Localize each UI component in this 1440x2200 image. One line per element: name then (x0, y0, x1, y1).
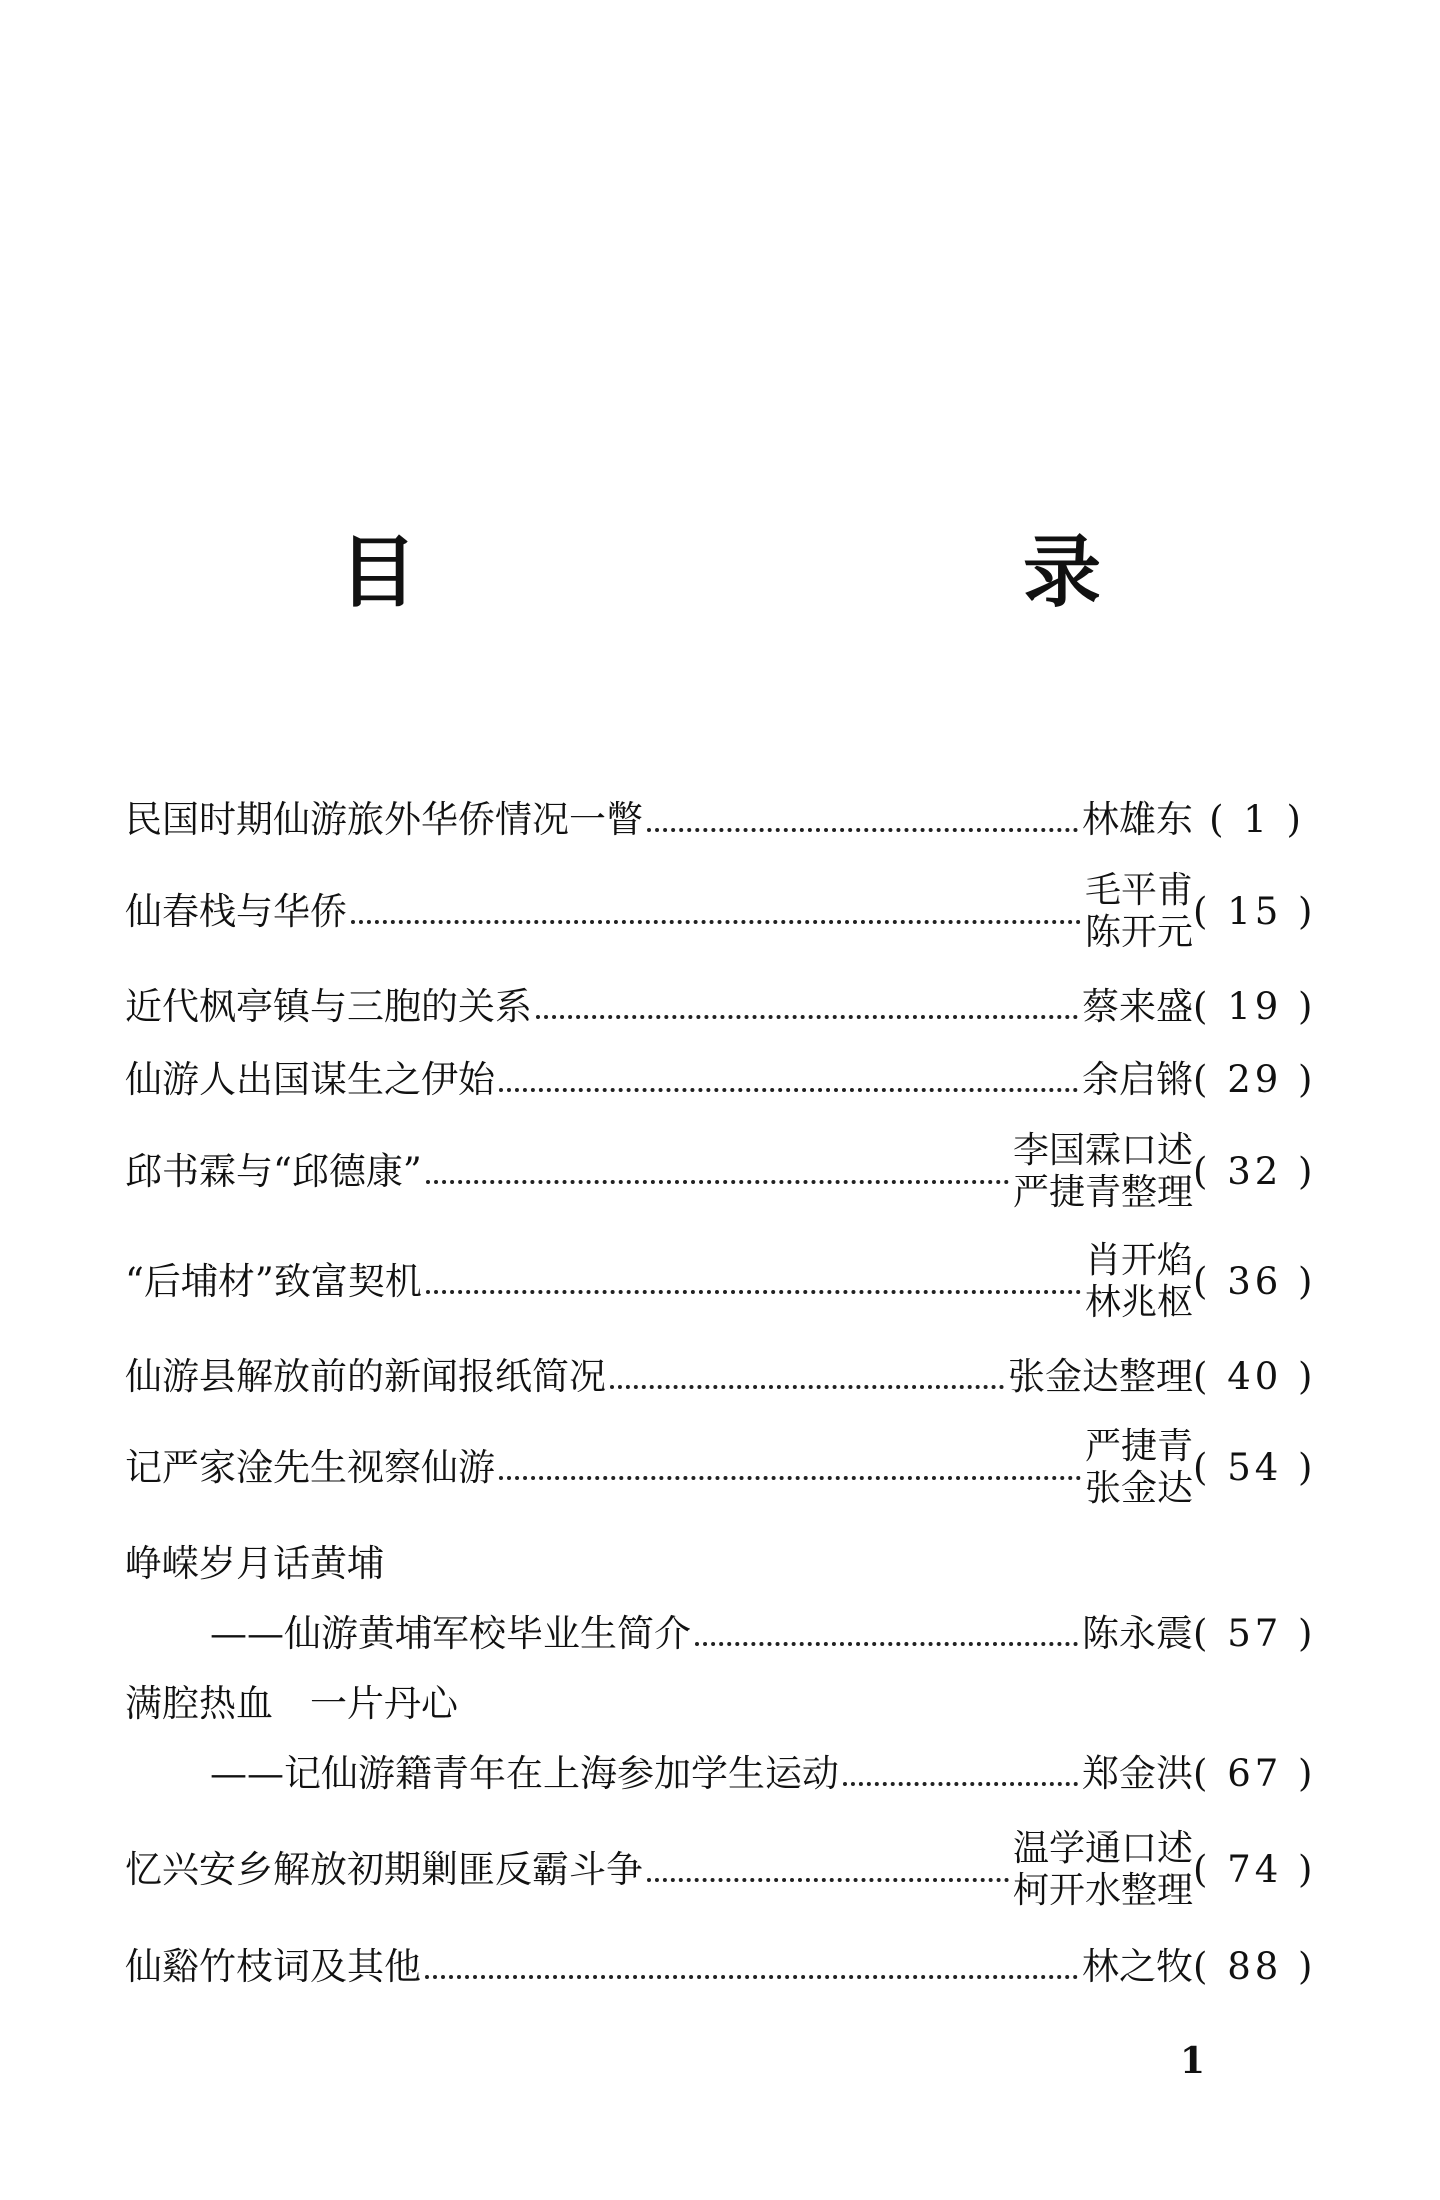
entry-author: 温学通口述 (1012, 1828, 1193, 1869)
entry-page: ( 88 ) (1193, 1945, 1317, 1988)
entry-page: ( 40 ) (1193, 1355, 1317, 1398)
entry-title: 仙游人出国谋生之伊始 (125, 1058, 495, 1101)
leader-dots (351, 920, 1081, 924)
entry-author: 林之牧 (1082, 1945, 1193, 1988)
entry-author: 李国霖口述 (1012, 1130, 1193, 1171)
leader-dots (499, 1088, 1078, 1092)
leader-dots (536, 1015, 1078, 1019)
toc-entry[interactable] (210, 1612, 1317, 1656)
entry-authors (1085, 870, 1193, 954)
toc-entry[interactable] (125, 1945, 1317, 1989)
entry-page: ( 1 ) (1209, 798, 1305, 841)
entry-author: 严捷青整理 (1012, 1172, 1193, 1213)
leader-dots (695, 1642, 1078, 1646)
entry-author: 陈开元 (1084, 912, 1193, 953)
entry-authors (1013, 1828, 1193, 1912)
page-title: 目 录 (338, 528, 1251, 618)
leader-dots (499, 1476, 1081, 1480)
toc-entry[interactable] (125, 1426, 1317, 1510)
entry-title: 民国时期仙游旅外华侨情况一瞥 (125, 798, 643, 841)
entry-page: ( 15 ) (1193, 890, 1317, 933)
entry-author: 张金达整理 (1008, 1355, 1193, 1398)
entry-title: 仙游县解放前的新闻报纸简况 (125, 1355, 606, 1398)
entry-author: 张金达 (1084, 1468, 1193, 1509)
entry-author: 林雄东 (1082, 798, 1193, 841)
entry-page: ( 36 ) (1193, 1260, 1317, 1303)
entry-author: 毛平甫 (1084, 870, 1193, 911)
entry-authors (1085, 1240, 1193, 1324)
leader-dots (843, 1782, 1078, 1786)
entry-page: ( 74 ) (1193, 1848, 1317, 1891)
entry-author: 郑金洪 (1082, 1752, 1193, 1795)
toc-entry[interactable] (125, 870, 1317, 954)
entry-subtitle: ——记仙游籍青年在上海参加学生运动 (210, 1752, 839, 1795)
leader-dots (426, 1290, 1081, 1294)
toc-entry[interactable] (125, 1130, 1317, 1214)
entry-author: 林兆枢 (1084, 1282, 1193, 1323)
toc-entry[interactable] (125, 798, 1305, 842)
entry-page: ( 57 ) (1193, 1612, 1317, 1655)
entry-page: ( 67 ) (1193, 1752, 1317, 1795)
toc-entry[interactable] (125, 1828, 1317, 1912)
entry-title: 记严家淦先生视察仙游 (125, 1446, 495, 1489)
entry-author: 严捷青 (1084, 1426, 1193, 1467)
entry-authors (1013, 1130, 1193, 1214)
toc-entry[interactable] (125, 1058, 1317, 1102)
leader-dots (425, 1975, 1078, 1979)
entry-author: 余启锵 (1082, 1058, 1193, 1101)
entry-title: 近代枫亭镇与三胞的关系 (125, 985, 532, 1028)
entry-page: ( 29 ) (1193, 1058, 1317, 1101)
entry-page: ( 19 ) (1193, 985, 1317, 1028)
leader-dots (610, 1385, 1004, 1389)
entry-heading: 峥嵘岁月话黄埔 (125, 1542, 384, 1585)
entry-subtitle: ——仙游黄埔军校毕业生简介 (210, 1612, 691, 1655)
entry-title: 仙春栈与华侨 (125, 890, 347, 933)
entry-page: ( 54 ) (1193, 1446, 1317, 1489)
entry-authors (1085, 1426, 1193, 1510)
entry-author: 肖开焰 (1084, 1240, 1193, 1281)
entry-author: 蔡来盛 (1082, 985, 1193, 1028)
leader-dots (426, 1180, 1009, 1184)
toc-entry[interactable] (125, 1240, 1317, 1324)
entry-title: 邱书霖与“邱德康” (125, 1150, 422, 1193)
entry-author: 陈永震 (1082, 1612, 1193, 1655)
leader-dots (647, 828, 1078, 832)
toc-entry[interactable] (125, 1355, 1317, 1399)
leader-dots (647, 1878, 1009, 1882)
entry-heading: 满腔热血 一片丹心 (125, 1682, 458, 1725)
entry-title: “后埔材”致富契机 (125, 1260, 422, 1303)
toc-entry[interactable] (125, 985, 1317, 1029)
entry-title: 忆兴安乡解放初期剿匪反霸斗争 (125, 1848, 643, 1891)
entry-title: 仙谿竹枝词及其他 (125, 1945, 421, 1988)
entry-author: 柯开水整理 (1012, 1870, 1193, 1911)
toc-entry[interactable] (210, 1752, 1317, 1796)
page-number: 1 (1180, 2040, 1206, 2082)
entry-page: ( 32 ) (1193, 1150, 1317, 1193)
